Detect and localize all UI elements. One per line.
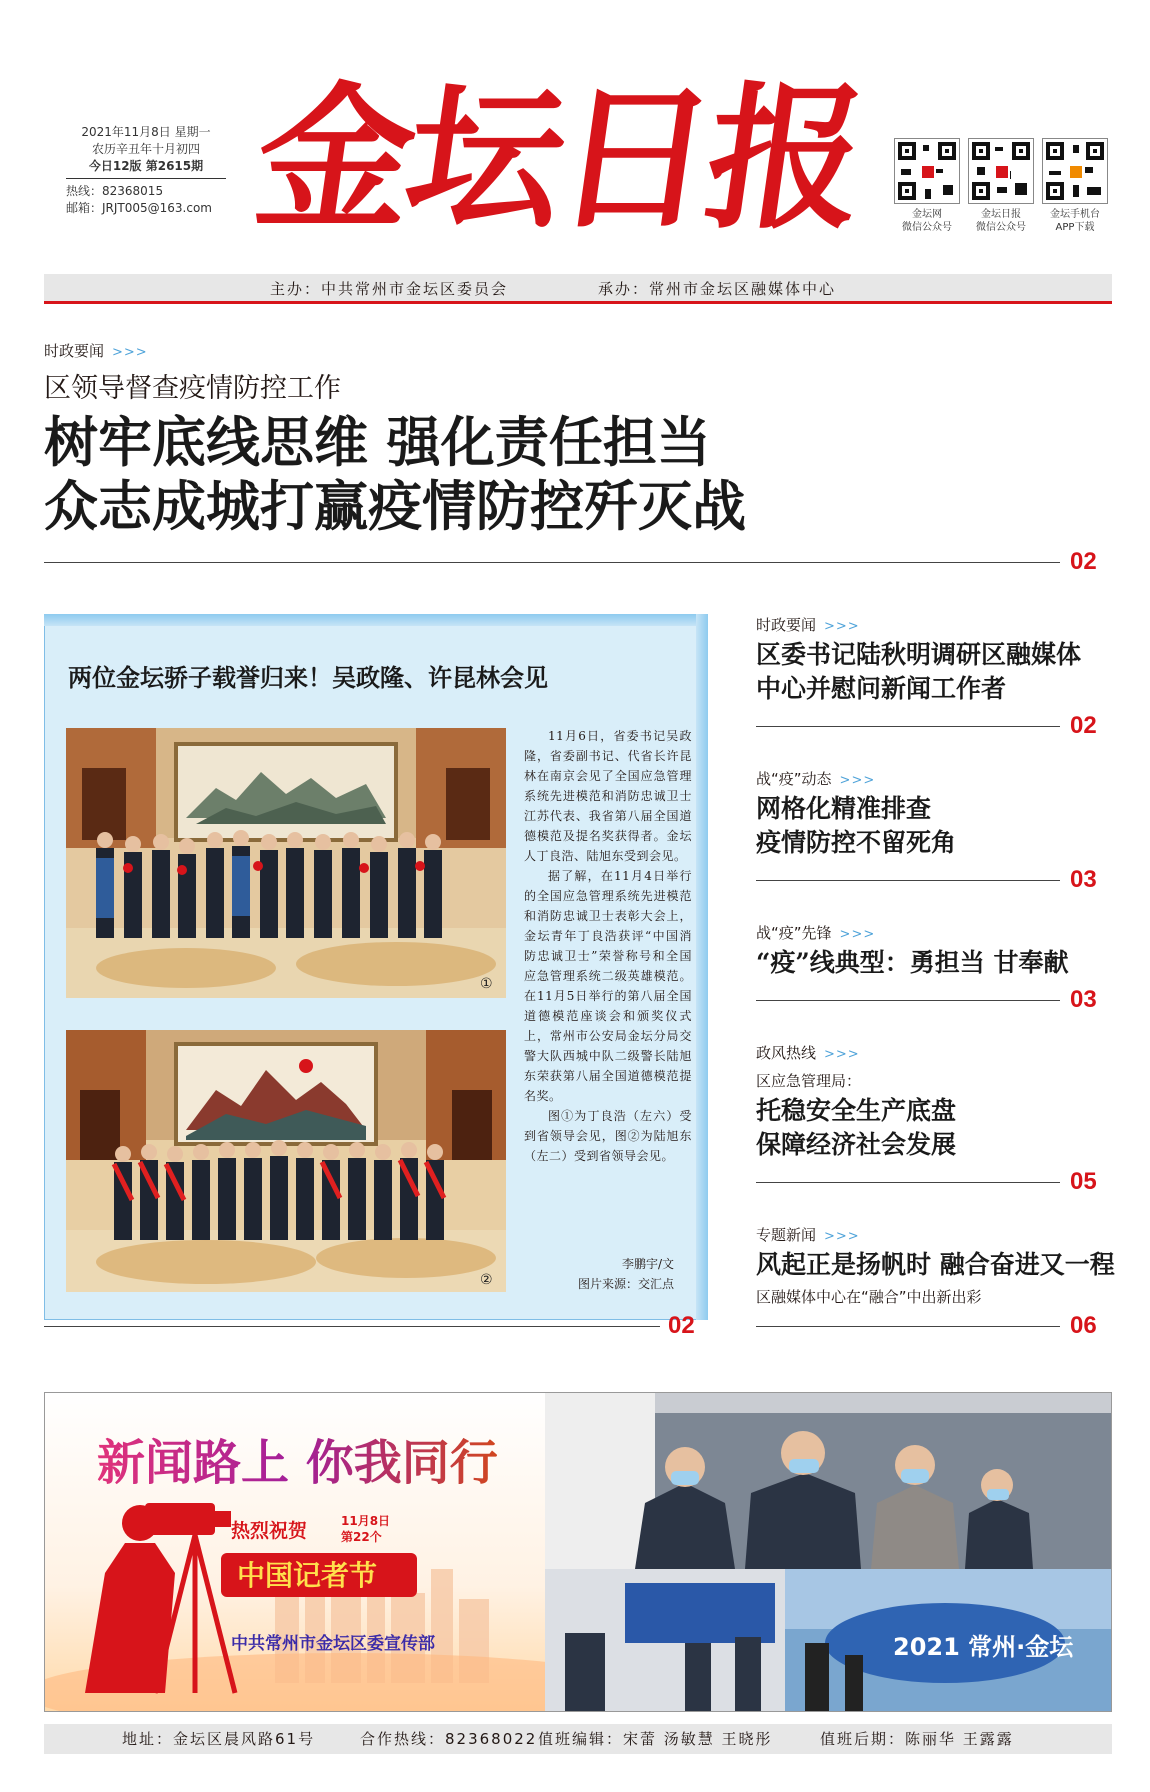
arrows-icon: >>> bbox=[824, 1047, 860, 1062]
lead-section-label: 时政要闻 >>> bbox=[44, 342, 148, 360]
banner-date-2: 第22个 bbox=[341, 1530, 382, 1544]
index-page-4[interactable]: 06 bbox=[1070, 1312, 1097, 1339]
meeting-photo-1-image bbox=[66, 728, 506, 998]
feature-photo-2[interactable] bbox=[66, 1030, 506, 1292]
issue-date: 2021年11月8日 星期一 bbox=[81, 125, 211, 139]
footer-bar bbox=[44, 1724, 1112, 1754]
arrows-icon: >>> bbox=[839, 927, 876, 942]
lead-divider bbox=[44, 562, 1060, 563]
index-page-0[interactable]: 02 bbox=[1070, 712, 1097, 739]
index-title-3-line-1[interactable]: 托稳安全生产底盘 bbox=[756, 1096, 957, 1125]
qr-caption-1: 金坛网 微信公众号 bbox=[902, 209, 952, 233]
index-title-1-line-2[interactable]: 疫情防控不留死角 bbox=[756, 828, 957, 857]
index-section-special: 专题新闻 >>> bbox=[756, 1226, 860, 1244]
info-divider bbox=[66, 178, 226, 179]
qr-code-app-download[interactable] bbox=[1042, 138, 1108, 204]
issue-info bbox=[66, 124, 226, 217]
feature-body bbox=[524, 726, 692, 1166]
feature-paragraph-2: 据了解，在11月4日举行的全国应急管理系统先进模范和消防忠诚卫士表彰大会上，金坛青年丁良浩获评“中国消防忠诚卫士”荣誉称号和全国应急管理系统二级英雄模范。在11月5日举行的第八届全国道德模范座谈会和颁奖仪式上，常州市公安局金坛分局交警大队西城中队二级警长陆旭东荣获第八届全国道德模范提名奖。 bbox=[524, 869, 692, 1103]
index-title-1-line-1[interactable]: 网格化精准排查 bbox=[756, 794, 932, 823]
index-title-0-line-2[interactable]: 中心并慰问新闻工作者 bbox=[756, 674, 1007, 703]
sponsor-bar bbox=[44, 274, 1112, 304]
index-section-epidemic-news: 战“疫”动态 >>> bbox=[756, 770, 876, 788]
feature-credit bbox=[524, 1254, 674, 1294]
index-title-2-line-1[interactable]: “疫”线典型：勇担当 甘奉献 bbox=[756, 948, 1069, 977]
email: 邮箱：JRJT005@163.com bbox=[66, 201, 212, 215]
index-page-2[interactable]: 03 bbox=[1070, 986, 1097, 1013]
sponsor-organizer: 承办：常州市金坛区融媒体中心 bbox=[598, 280, 837, 298]
index-title-4-line-1[interactable]: 风起正是扬帆时 融合奋进又一程 bbox=[756, 1250, 1115, 1279]
meeting-photo-2-image bbox=[66, 1030, 506, 1292]
index-divider-3 bbox=[756, 1182, 1060, 1183]
arrows-icon: >>> bbox=[824, 1229, 860, 1244]
feature-author: 李鹏宇/文 bbox=[621, 1257, 674, 1271]
feature-paragraph-3: 图①为丁良浩（左六）受到省领导会见，图②为陆旭东（左二）受到省领导会见。 bbox=[524, 1109, 692, 1163]
feature-photo-source: 图片来源：交汇点 bbox=[577, 1277, 674, 1291]
arrows-icon: >>> bbox=[839, 773, 876, 788]
newspaper-logo-title: 金坛日报 bbox=[245, 67, 871, 250]
footer-hotline: 合作热线：82368022 bbox=[360, 1730, 538, 1748]
banner-screen-text: 2021 常州·金坛 bbox=[893, 1633, 1074, 1661]
qr-caption-2: 金坛日报 微信公众号 bbox=[976, 209, 1026, 233]
index-divider-4 bbox=[756, 1326, 1060, 1327]
index-divider-2 bbox=[756, 1000, 1060, 1001]
arrows-icon: >>> bbox=[112, 345, 148, 360]
banner-image bbox=[45, 1393, 1112, 1712]
qr-code-wechat-jintanribao[interactable] bbox=[968, 138, 1034, 204]
footer-address: 地址：金坛区晨风路61号 bbox=[122, 1730, 316, 1748]
banner-date-1: 11月8日 bbox=[341, 1514, 391, 1528]
feature-box-top-edge bbox=[44, 614, 704, 626]
lead-headline-line-1[interactable]: 树牢底线思维 强化责任担当 bbox=[44, 410, 711, 474]
index-title-3-line-2[interactable]: 保障经济社会发展 bbox=[756, 1130, 957, 1159]
photo-2-mark: ② bbox=[480, 1272, 493, 1288]
feature-divider bbox=[44, 1326, 660, 1327]
index-title-0-line-1[interactable]: 区委书记陆秋明调研区融媒体 bbox=[756, 640, 1082, 669]
index-page-1[interactable]: 03 bbox=[1070, 866, 1097, 893]
lunar-date: 农历辛丑年十月初四 bbox=[91, 142, 200, 156]
feature-box-right-edge bbox=[696, 614, 708, 1320]
lead-page-number[interactable]: 02 bbox=[1070, 548, 1097, 575]
qr-caption-3: 金坛手机台 APP下载 bbox=[1050, 209, 1100, 233]
lead-kicker[interactable]: 区领导督查疫情防控工作 bbox=[44, 373, 341, 404]
feature-paragraph-1: 11月6日，省委书记吴政隆，省委副书记、代省长许昆林在南京会见了全国应急管理系统先进模范和消防忠诚卫士江苏代表、我省第八届全国道德模范及提名奖获得者。金坛人丁良浩、陆旭东受到会见。 bbox=[524, 729, 692, 863]
banner-dept: 中共常州市金坛区委宣传部 bbox=[231, 1634, 435, 1654]
index-subtitle-4: 区融媒体中心在“融合”中出新出彩 bbox=[756, 1288, 982, 1306]
index-divider-0 bbox=[756, 726, 1060, 727]
edition-info: 今日12版 第2615期 bbox=[88, 159, 204, 173]
footer-post: 值班后期：陈丽华 王露露 bbox=[820, 1730, 1014, 1748]
feature-title[interactable]: 两位金坛骄子载誉归来！吴政隆、许昆林会见 bbox=[68, 663, 548, 692]
arrows-icon: >>> bbox=[824, 619, 860, 634]
banner-celebrate: 热烈祝贺 bbox=[231, 1520, 308, 1542]
index-divider-1 bbox=[756, 880, 1060, 881]
lead-headline-line-2[interactable]: 众志成城打赢疫情防控歼灭战 bbox=[44, 474, 746, 538]
hotline: 热线：82368015 bbox=[66, 184, 164, 198]
index-page-3[interactable]: 05 bbox=[1070, 1168, 1097, 1195]
banner-slogan: 新闻路上 你我同行 bbox=[97, 1435, 498, 1491]
photo-1-mark: ① bbox=[480, 976, 493, 992]
index-subtitle-3: 区应急管理局： bbox=[756, 1072, 862, 1090]
sponsor-host: 主办：中共常州市金坛区委员会 bbox=[270, 280, 509, 298]
journalist-day-banner[interactable] bbox=[44, 1392, 1112, 1712]
feature-page-number[interactable]: 02 bbox=[668, 1312, 695, 1339]
feature-photo-1[interactable] bbox=[66, 728, 506, 998]
banner-festival: 中国记者节 bbox=[237, 1559, 378, 1592]
index-section-politics: 时政要闻 >>> bbox=[756, 616, 860, 634]
index-section-hotline: 政风热线 >>> bbox=[756, 1044, 860, 1062]
qr-code-wechat-jintanwang[interactable] bbox=[894, 138, 960, 204]
index-section-epidemic-pioneers: 战“疫”先锋 >>> bbox=[756, 924, 876, 942]
footer-editors: 值班编辑：宋蕾 汤敏慧 王晓彤 bbox=[538, 1730, 773, 1748]
